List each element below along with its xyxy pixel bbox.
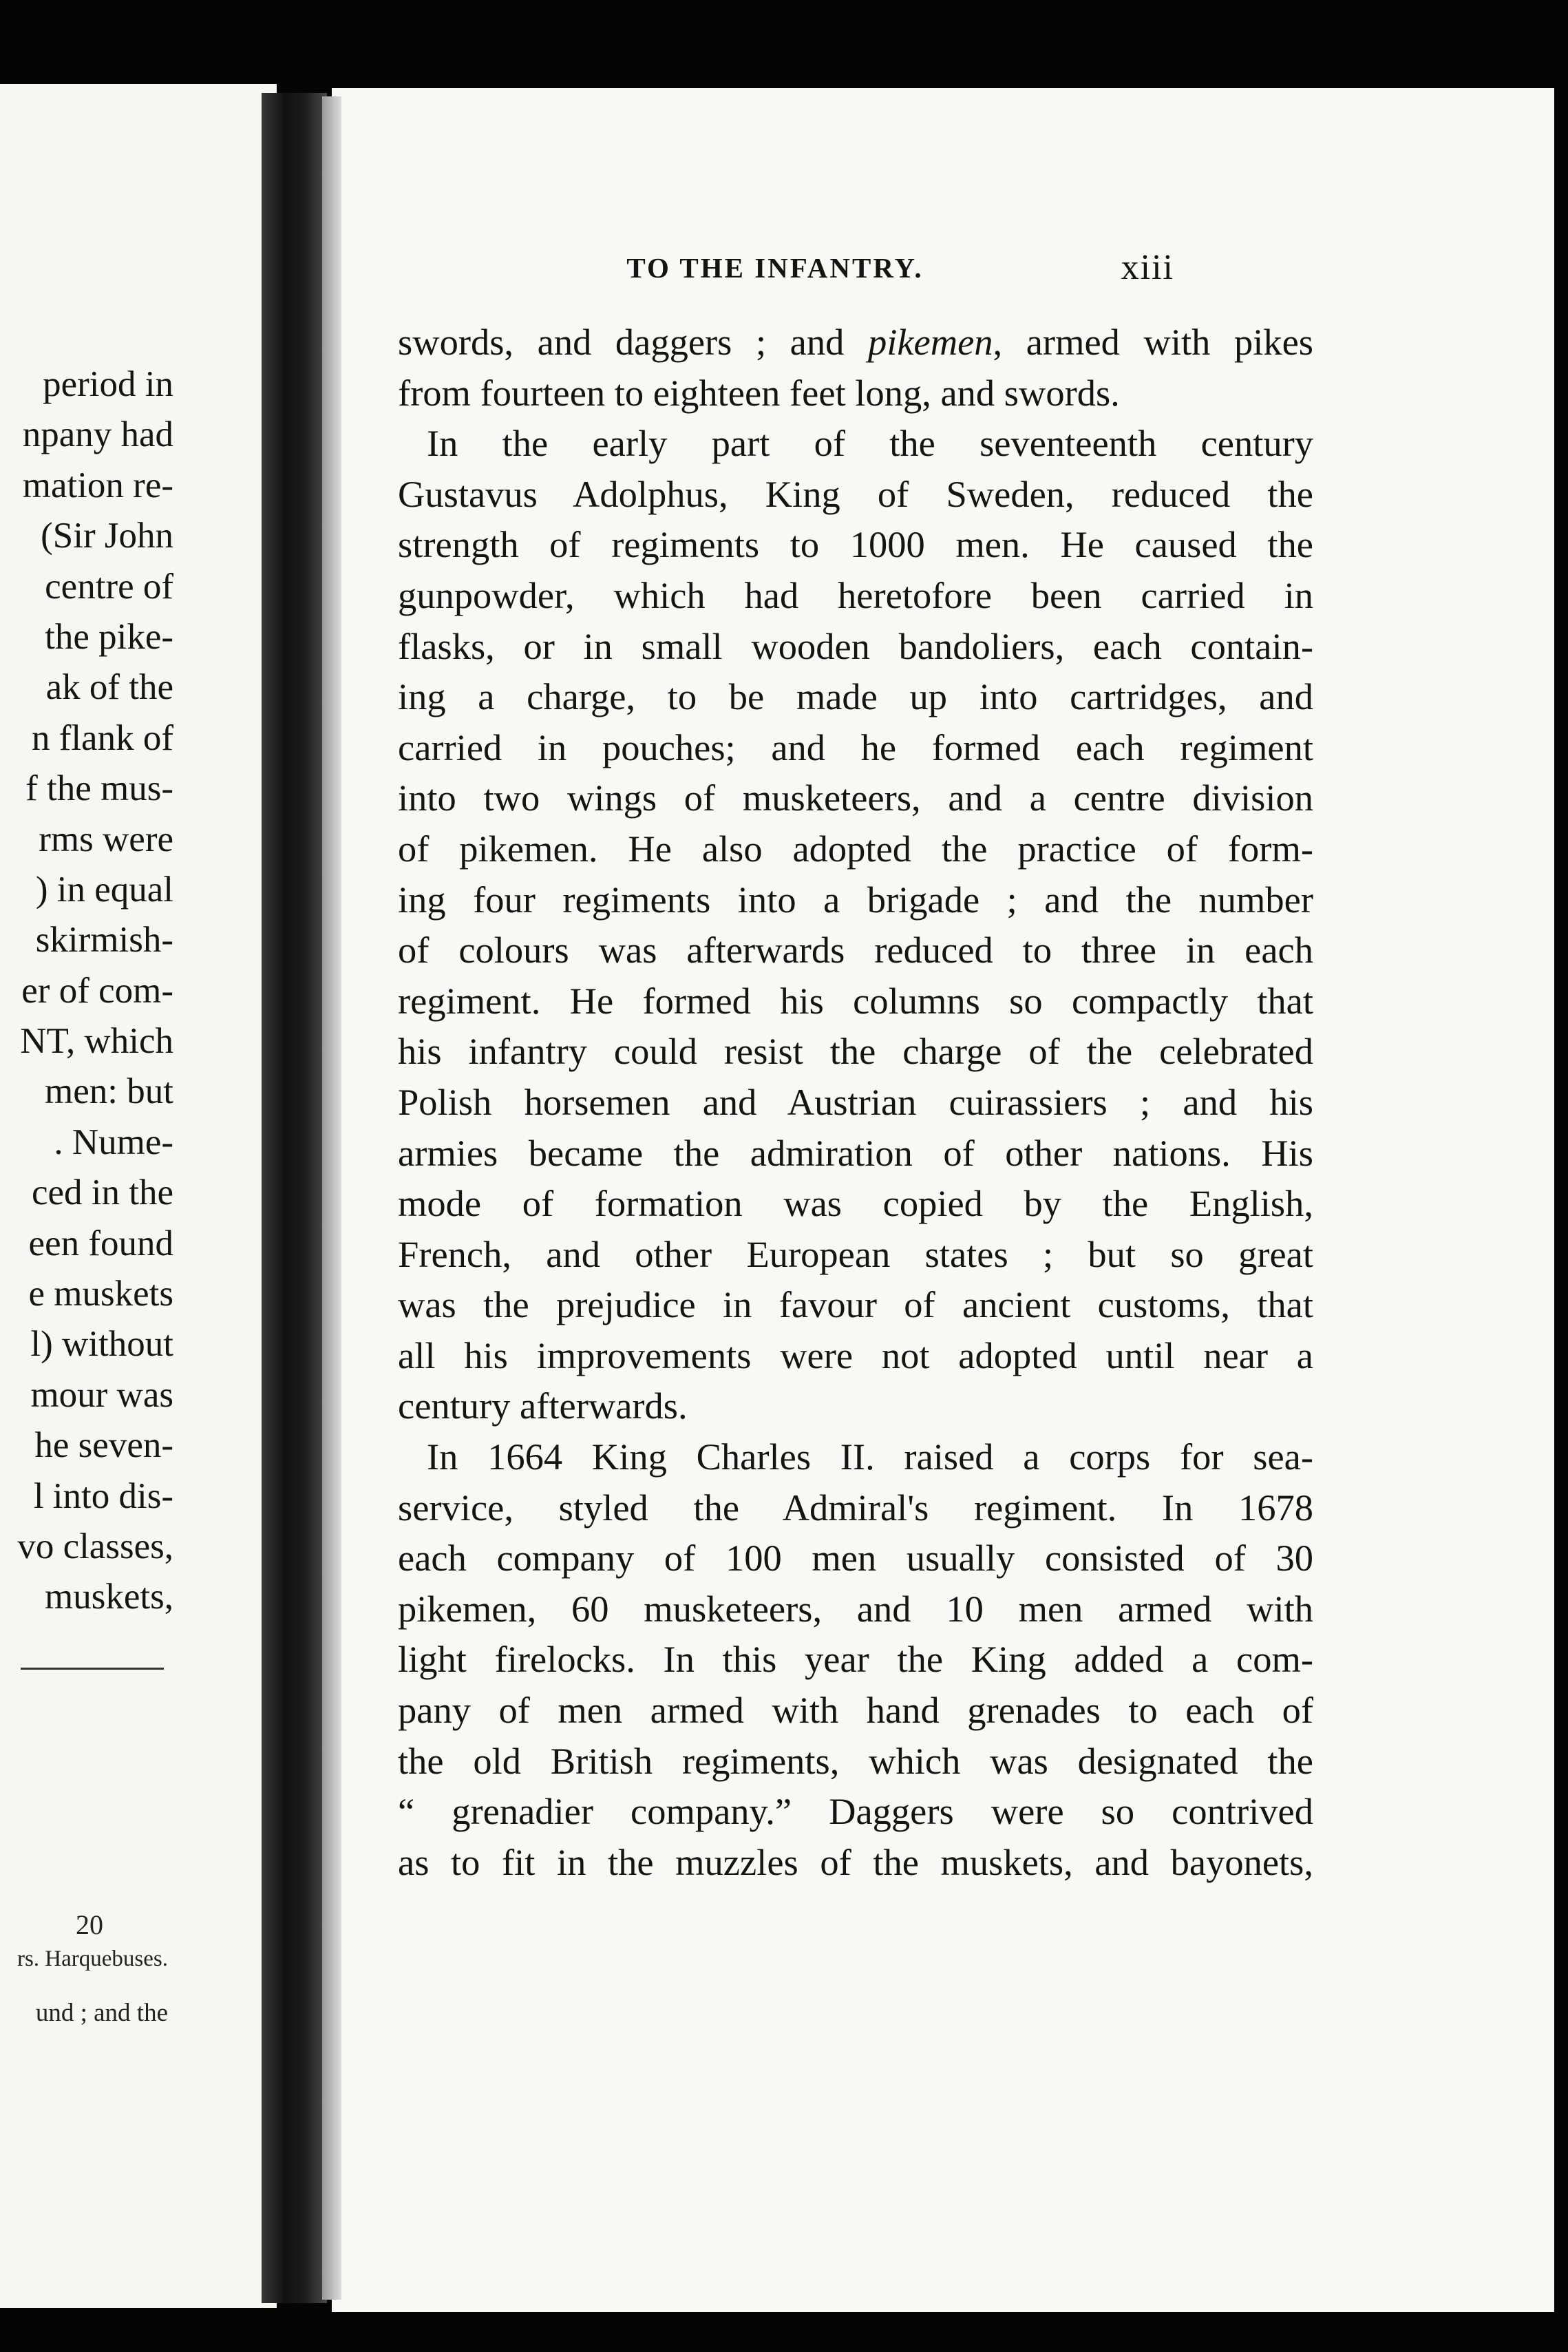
text-line: service, styled the Admiral's regiment. In 1678: [398, 1486, 1313, 1529]
left-page-line: NT, which: [20, 1021, 173, 1062]
left-page-line: e muskets: [28, 1274, 173, 1314]
left-page-line: ) in equal: [35, 869, 173, 910]
page-edge-shadow: [322, 96, 341, 2300]
footnote-number: 20: [76, 1909, 103, 1940]
running-header: [369, 248, 1181, 300]
left-page-line: men: but: [45, 1071, 173, 1112]
left-page-line: l into dis-: [33, 1476, 173, 1516]
left-page-fragment: [0, 84, 277, 2308]
text-line: Gustavus Adolphus, King of Sweden, reduced the: [398, 472, 1313, 515]
text-line: century afterwards.: [398, 1385, 688, 1427]
text-line: “ grenadier company.” Daggers were so contrived: [398, 1790, 1313, 1833]
text-line: pikemen, 60 musketeers, and 10 men armed with: [398, 1587, 1313, 1630]
text-line: ing four regiments into a brigade ; and the number: [398, 878, 1313, 921]
text-line: each company of 100 men usually consisted of 30: [398, 1537, 1313, 1579]
body-text: [398, 317, 1313, 1887]
left-page-line: n flank of: [31, 717, 173, 758]
italic-term: pikemen: [867, 321, 993, 363]
left-page-line: muskets,: [45, 1577, 173, 1617]
left-page-line: npany had: [22, 414, 173, 455]
left-page-text: [0, 359, 173, 1623]
page-title: TO THE INFANTRY.: [626, 252, 924, 284]
text-line: all his improvements were not adopted until near a: [398, 1334, 1313, 1376]
text-line: armies became the admiration of other nations. His: [398, 1131, 1313, 1174]
text-line: mode of formation was copied by the English,: [398, 1182, 1313, 1225]
left-page-line: ced in the: [31, 1173, 173, 1213]
left-page-line: vo classes,: [17, 1526, 173, 1566]
left-page-line: period in: [43, 364, 173, 404]
left-page-line: l) without: [30, 1324, 173, 1365]
text-line: ing a charge, to be made up into cartridges, and: [398, 675, 1313, 718]
footnote-rule: [21, 1668, 164, 1670]
text-line: swords, and daggers ; and pikemen, armed with pikes: [398, 321, 1313, 363]
text-line: as to fit in the muzzles of the muskets, and bayonets,: [398, 1840, 1313, 1883]
left-page-line: (Sir John: [41, 516, 173, 556]
text-line: In the early part of the seventeenth century: [427, 422, 1313, 465]
text-line: of pikemen. He also adopted the practice of form-: [398, 827, 1313, 870]
text-line: of colours was afterwards reduced to three in each: [398, 929, 1313, 972]
left-page-line: mour was: [30, 1374, 173, 1415]
text-line: was the prejudice in favour of ancient customs, that: [398, 1283, 1313, 1326]
text-line: the old British regiments, which was designated the: [398, 1739, 1313, 1782]
footnote-line: und ; and the: [35, 1999, 168, 2027]
text-line: flasks, or in small wooden bandoliers, each contain-: [398, 624, 1313, 667]
left-page-line: centre of: [45, 566, 173, 607]
left-page-line: rms were: [39, 819, 173, 859]
left-page-line: er of com-: [21, 970, 173, 1011]
text-line: his infantry could resist the charge of the celebrated: [398, 1030, 1313, 1073]
page-number: xiii: [1121, 248, 1174, 287]
text-line: light firelocks. In this year the King added a com-: [398, 1638, 1313, 1681]
text-line: into two wings of musketeers, and a centre division: [398, 777, 1313, 819]
left-page-line: he seven-: [34, 1425, 173, 1466]
text-line: pany of men armed with hand grenades to each of: [398, 1689, 1313, 1732]
book-gutter: [262, 93, 327, 2303]
left-page-line: skirmish-: [35, 920, 173, 960]
left-page-line: mation re-: [22, 465, 173, 505]
text-line: carried in pouches; and he formed each regiment: [398, 726, 1313, 768]
left-page-line: . Nume-: [54, 1122, 173, 1162]
left-page-line: the pike-: [45, 616, 173, 657]
text-line: regiment. He formed his columns so compactly that: [398, 979, 1313, 1022]
text-line: Polish horsemen and Austrian cuirassiers ; and his: [398, 1080, 1313, 1123]
footnote-line: rs. Harquebuses.: [17, 1946, 168, 1971]
left-page-line: een found: [28, 1223, 173, 1263]
text-line: gunpowder, which had heretofore been carried in: [398, 574, 1313, 616]
left-page-line: ak of the: [45, 667, 173, 708]
text-line: strength of regiments to 1000 men. He caused the: [398, 523, 1313, 566]
text-line: from fourteen to eighteen feet long, and swords.: [398, 371, 1120, 414]
text-line: French, and other European states ; but so great: [398, 1232, 1313, 1275]
left-page-line: f the mus-: [25, 768, 173, 809]
text-line: In 1664 King Charles II. raised a corps for sea-: [427, 1436, 1313, 1478]
